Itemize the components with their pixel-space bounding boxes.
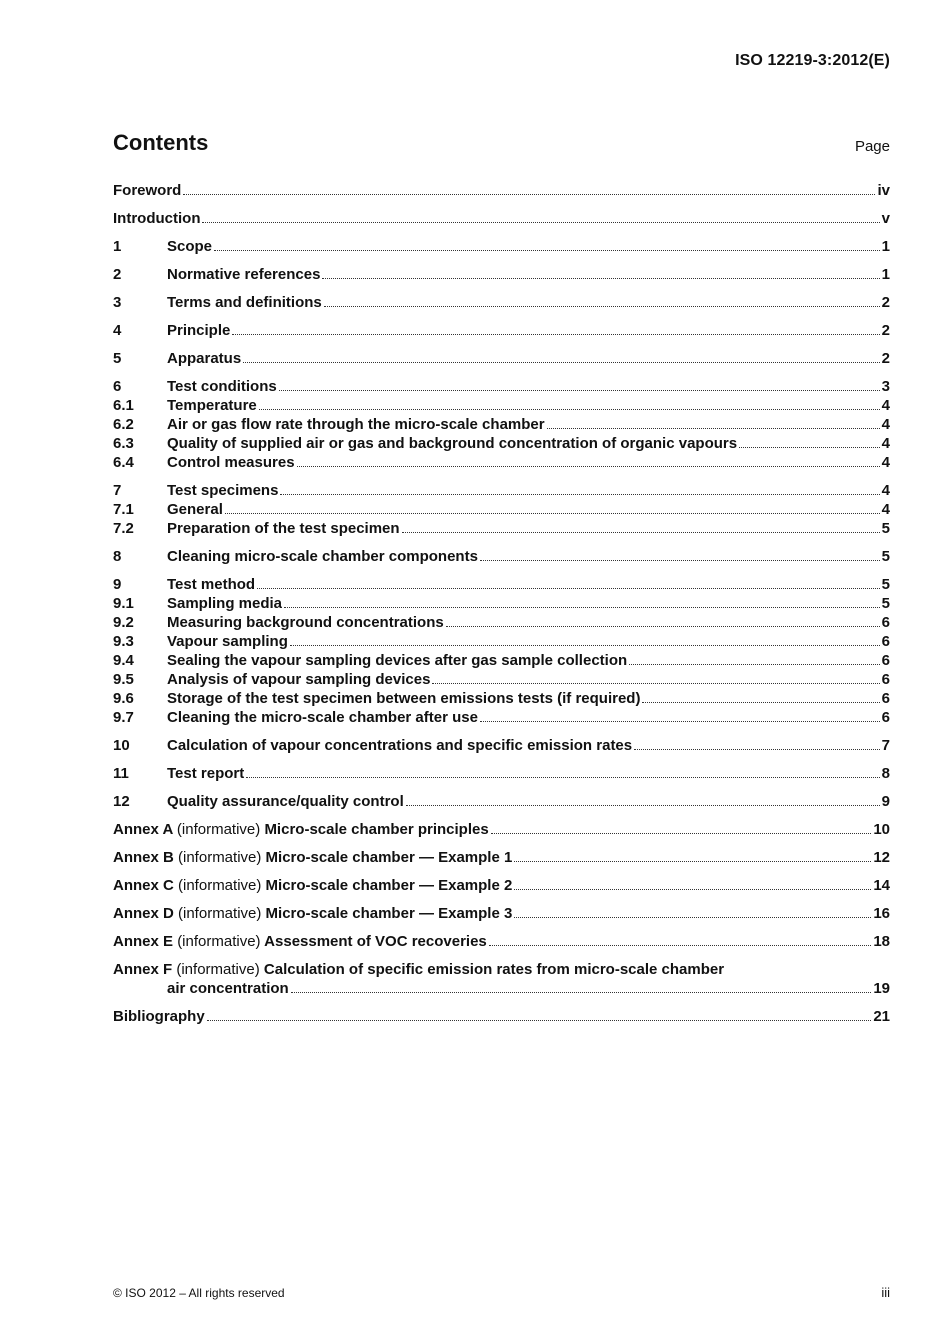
annex-title-group — [113, 904, 512, 923]
toc-entry-number: 1 — [113, 238, 122, 255]
toc-annex-entry[interactable] — [113, 820, 890, 839]
toc-entry-page: 6 — [881, 690, 890, 707]
annex-kind: (informative) — [178, 905, 262, 922]
annex-kind: (informative) — [178, 849, 262, 866]
toc-entry-page: 8 — [881, 765, 890, 782]
annex-kind: (informative) — [177, 933, 261, 950]
annex-label: Annex E — [113, 933, 174, 950]
dot-leader — [634, 748, 880, 750]
dot-leader — [322, 277, 879, 279]
bibliography-title: Bibliography — [113, 1008, 205, 1025]
toc-entry-title: Quality assurance/quality control — [167, 793, 404, 810]
dot-leader — [290, 644, 880, 646]
dot-leader — [402, 531, 880, 533]
toc-entry-title: Test report — [167, 765, 245, 782]
dot-leader — [514, 916, 871, 918]
toc-entry-page: 6 — [881, 709, 890, 726]
toc-entry-page: 14 — [873, 877, 890, 894]
toc-annex-f-line2[interactable] — [113, 979, 890, 998]
toc-entry-page: 5 — [881, 595, 890, 612]
dot-leader — [547, 427, 880, 429]
toc-entry-page: iv — [877, 182, 890, 199]
toc-entry-page: 4 — [881, 454, 890, 471]
dot-leader — [297, 465, 880, 467]
dot-leader — [491, 832, 872, 834]
toc-entry[interactable] — [113, 670, 890, 689]
dot-leader — [243, 361, 879, 363]
toc-entry-number: 6.3 — [113, 435, 134, 452]
toc-entry[interactable] — [113, 708, 890, 727]
toc-entry-page: 16 — [873, 905, 890, 922]
dot-leader — [183, 193, 875, 195]
annex-label: Annex F — [113, 961, 173, 978]
toc-entry-page: 2 — [881, 350, 890, 367]
dot-leader — [232, 333, 879, 335]
annex-title: Micro-scale chamber principles — [264, 821, 489, 838]
toc-entry-number: 9.2 — [113, 614, 134, 631]
dot-leader — [284, 606, 880, 608]
toc-entry-page: 4 — [881, 482, 890, 499]
dot-leader — [202, 221, 879, 223]
toc-entry-title: General — [167, 501, 223, 518]
annex-label: Annex D — [113, 905, 174, 922]
table-of-contents — [113, 181, 890, 1026]
toc-entry-title: Vapour sampling — [167, 633, 288, 650]
toc-entry-title: Foreword — [113, 182, 182, 199]
toc-entry-title: Sealing the vapour sampling devices after gas sample collection — [167, 652, 628, 669]
toc-entry-number: 8 — [113, 548, 122, 565]
toc-entry-title: Sampling media — [167, 595, 283, 612]
dot-leader — [489, 944, 872, 946]
toc-entry-page: 3 — [881, 378, 890, 395]
toc-entry[interactable] — [113, 453, 890, 472]
toc-entry-page: 6 — [881, 633, 890, 650]
toc-entry[interactable] — [113, 209, 890, 228]
toc-entry[interactable] — [113, 434, 890, 453]
toc-entry[interactable] — [113, 689, 890, 708]
annex-title-group — [113, 820, 489, 839]
toc-entry-title: Scope — [167, 238, 213, 255]
toc-entry-title: Principle — [167, 322, 231, 339]
toc-entry[interactable] — [113, 594, 890, 613]
toc-entry-number: 9.3 — [113, 633, 134, 650]
annex-title: Micro-scale chamber — Example 1 — [265, 849, 513, 866]
toc-entry-number: 11 — [113, 765, 129, 782]
toc-entry[interactable] — [113, 547, 890, 566]
toc-entry[interactable] — [113, 651, 890, 670]
toc-entry-page: 4 — [881, 435, 890, 452]
toc-entry-number: 5 — [113, 350, 122, 367]
toc-entry[interactable] — [113, 792, 890, 811]
toc-entry-page: 2 — [881, 322, 890, 339]
dot-leader — [739, 446, 880, 448]
toc-entry[interactable] — [113, 481, 890, 500]
toc-entry-page: 1 — [881, 238, 890, 255]
toc-entry[interactable] — [113, 764, 890, 783]
toc-entry-number: 9 — [113, 576, 122, 593]
dot-leader — [514, 888, 871, 890]
toc-entry-title: Measuring background concentrations — [167, 614, 444, 631]
toc-entry-title: Cleaning micro-scale chamber components — [167, 548, 478, 565]
annex-title-group — [113, 876, 512, 895]
toc-entry[interactable] — [113, 321, 890, 340]
toc-entry-number: 6.2 — [113, 416, 134, 433]
dot-leader — [257, 587, 880, 589]
toc-entry-page: 2 — [881, 294, 890, 311]
toc-entry-number: 9.7 — [113, 709, 134, 726]
toc-entry-number: 9.5 — [113, 671, 134, 688]
toc-entry-number: 7.2 — [113, 520, 134, 537]
dot-leader — [225, 512, 880, 514]
toc-entry-title: Quality of supplied air or gas and background concentration of organic vapours — [167, 435, 738, 452]
toc-entry-page: v — [881, 210, 890, 227]
toc-entry-page: 19 — [873, 980, 890, 997]
toc-entry-title: Calculation of vapour concentrations and specific emission rates — [167, 737, 633, 754]
toc-entry-title: Preparation of the test specimen — [167, 520, 400, 537]
toc-entry-page: 4 — [881, 397, 890, 414]
annex-label: Annex A — [113, 821, 173, 838]
annex-title-group — [113, 932, 487, 951]
toc-annex-f-line1[interactable] — [113, 960, 890, 979]
toc-entry-number: 6.1 — [113, 397, 134, 414]
dot-leader — [246, 776, 879, 778]
annex-title: Assessment of VOC recoveries — [264, 933, 487, 950]
toc-entry-page: 6 — [881, 652, 890, 669]
dot-leader — [406, 804, 880, 806]
annex-title: Calculation of specific emission rates from micro-scale chamber — [263, 961, 725, 978]
annex-title-group — [113, 848, 512, 867]
toc-entry-title: Test specimens — [167, 482, 279, 499]
toc-entry-title: Test method — [167, 576, 256, 593]
toc-entry-title: Introduction — [113, 210, 201, 227]
annex-kind: (informative) — [176, 961, 260, 978]
dot-leader — [629, 663, 880, 665]
toc-entry-number: 3 — [113, 294, 122, 311]
toc-entry-title: Terms and definitions — [167, 294, 322, 311]
dot-leader — [279, 389, 880, 391]
toc-bibliography[interactable] — [113, 1007, 890, 1026]
toc-entry[interactable] — [113, 349, 890, 368]
toc-entry-title: Temperature — [167, 397, 257, 414]
toc-entry[interactable] — [113, 575, 890, 594]
toc-entry[interactable] — [113, 237, 890, 256]
toc-entry-number: 9.4 — [113, 652, 134, 669]
toc-annex-entry[interactable] — [113, 848, 890, 867]
dot-leader — [291, 991, 872, 993]
toc-entry-title: Cleaning the micro-scale chamber after use — [167, 709, 478, 726]
toc-entry-title: Apparatus — [167, 350, 242, 367]
toc-entry-title: Air or gas flow rate through the micro-scale chamber — [167, 416, 545, 433]
toc-entry-page: 6 — [881, 614, 890, 631]
toc-entry-page: 4 — [881, 416, 890, 433]
toc-entry-number: 7.1 — [113, 501, 134, 518]
toc-entry-number: 4 — [113, 322, 122, 339]
dot-leader — [480, 720, 880, 722]
toc-entry-number: 7 — [113, 482, 122, 499]
toc-entry-page: 5 — [881, 576, 890, 593]
toc-entry-page: 10 — [873, 821, 890, 838]
annex-kind: (informative) — [178, 877, 262, 894]
toc-entry-page: 9 — [881, 793, 890, 810]
annex-label: Annex B — [113, 849, 174, 866]
toc-entry-page: 1 — [881, 266, 890, 283]
toc-entry[interactable] — [113, 736, 890, 755]
page-number-footer: iii — [881, 1285, 890, 1300]
annex-title-continued: air concentration — [167, 980, 289, 997]
toc-entry-title: Test conditions — [167, 378, 277, 395]
toc-entry[interactable] — [113, 181, 890, 200]
toc-entry-page: 12 — [873, 849, 890, 866]
dot-leader — [432, 682, 879, 684]
toc-entry-number: 6.4 — [113, 454, 134, 471]
toc-entry[interactable] — [113, 265, 890, 284]
annex-title-group — [113, 960, 724, 979]
annex-title: Micro-scale chamber — Example 2 — [265, 877, 513, 894]
page-column-label: Page — [854, 138, 890, 155]
toc-entry-number: 2 — [113, 266, 122, 283]
toc-entry-page: 18 — [873, 933, 890, 950]
toc-entry-number: 10 — [113, 737, 130, 754]
contents-title: Contents — [113, 130, 209, 155]
document-id-header: ISO 12219-3:2012(E) — [735, 52, 890, 69]
toc-entry-title: Control measures — [167, 454, 295, 471]
toc-entry[interactable] — [113, 377, 890, 396]
dot-leader — [214, 249, 880, 251]
dot-leader — [446, 625, 880, 627]
toc-entry-page: 5 — [881, 548, 890, 565]
dot-leader — [514, 860, 871, 862]
toc-entry-number: 9.1 — [113, 595, 134, 612]
toc-entry[interactable] — [113, 632, 890, 651]
toc-entry[interactable] — [113, 293, 890, 312]
copyright-footer: © ISO 2012 – All rights reserved — [113, 1286, 285, 1300]
dot-leader — [642, 701, 879, 703]
toc-annex-entry[interactable] — [113, 932, 890, 951]
toc-entry-page: 7 — [881, 737, 890, 754]
toc-entry[interactable] — [113, 396, 890, 415]
toc-entry-number: 6 — [113, 378, 122, 395]
dot-leader — [324, 305, 880, 307]
toc-entry-page: 5 — [881, 520, 890, 537]
toc-annex-entry[interactable] — [113, 904, 890, 923]
toc-entry-title: Analysis of vapour sampling devices — [167, 671, 431, 688]
dot-leader — [259, 408, 880, 410]
toc-entry[interactable] — [113, 613, 890, 632]
toc-entry-page: 4 — [881, 501, 890, 518]
annex-title: Micro-scale chamber — Example 3 — [265, 905, 513, 922]
dot-leader — [480, 559, 880, 561]
dot-leader — [280, 493, 879, 495]
toc-annex-entry[interactable] — [113, 876, 890, 895]
toc-entry-title: Storage of the test specimen between emissions tests (if required) — [167, 690, 641, 707]
annex-kind: (informative) — [176, 821, 261, 838]
toc-entry-number: 12 — [113, 793, 130, 810]
dot-leader — [207, 1019, 872, 1021]
toc-entry[interactable] — [113, 500, 890, 519]
toc-entry-page: 21 — [873, 1008, 890, 1025]
toc-entry-page: 6 — [881, 671, 890, 688]
toc-entry[interactable] — [113, 415, 890, 434]
annex-label: Annex C — [113, 877, 174, 894]
toc-entry-number: 9.6 — [113, 690, 134, 707]
toc-entry[interactable] — [113, 519, 890, 538]
toc-entry-title: Normative references — [167, 266, 321, 283]
